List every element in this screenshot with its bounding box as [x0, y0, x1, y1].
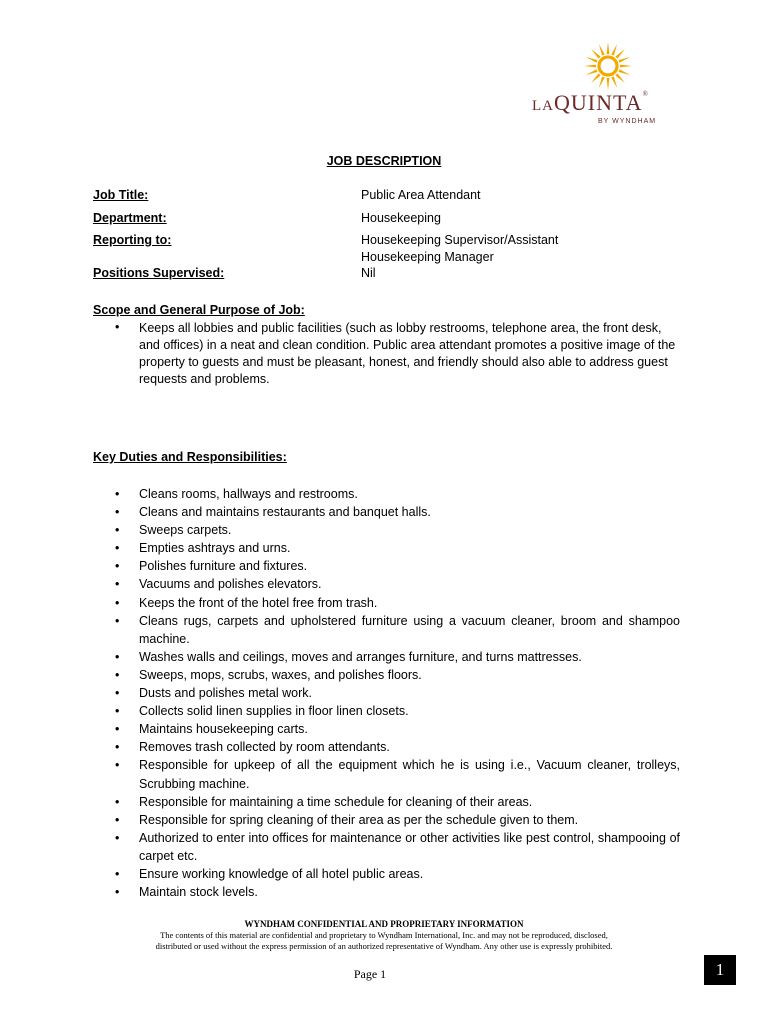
duty-text: Removes trash collected by room attendants. — [139, 740, 390, 755]
duties-list — [115, 485, 680, 901]
bullet-icon: • — [115, 487, 120, 501]
duty-list-item — [115, 539, 680, 557]
duty-list-item — [115, 666, 680, 684]
duty-text: Cleans rugs, carpets and upholstered furniture using a vacuum cleaner, broom and shampoo machine. — [139, 613, 680, 646]
bullet-icon: • — [115, 830, 120, 845]
bullet-icon: • — [115, 649, 120, 664]
duty-text: Collects solid linen supplies in floor linen closets. — [139, 704, 409, 719]
department-label: Department: — [93, 211, 167, 225]
logo-wordmark: LAQUINTA® — [532, 90, 649, 115]
duty-list-item — [115, 702, 680, 720]
bullet-icon: • — [115, 667, 120, 682]
duty-text: Responsible for upkeep of all the equipment which he is using i.e., Vacuum cleaner, trolleys, Scrubbing machine. — [139, 758, 680, 791]
bullet-icon: • — [115, 704, 120, 719]
duty-text: Responsible for maintaining a time schedule for cleaning of their areas. — [139, 794, 533, 809]
scope-bullet: • — [115, 320, 120, 334]
duty-text: Maintain stock levels. — [139, 885, 258, 900]
department-value: Housekeeping — [361, 211, 441, 225]
duties-section-title: Key Duties and Responsibilities: — [93, 450, 287, 464]
duty-text: Empties ashtrays and urns. — [139, 541, 291, 556]
bullet-icon: • — [115, 740, 120, 755]
duty-list-item — [115, 738, 680, 756]
bullet-icon: • — [115, 577, 120, 592]
duty-list-item — [115, 811, 680, 829]
logo-tagline: BY WYNDHAM — [598, 118, 657, 125]
reporting-to-value: Housekeeping Supervisor/Assistant — [361, 233, 559, 247]
page-number-badge: 1 — [704, 955, 736, 985]
duty-text: Cleans and maintains restaurants and banquet halls. — [139, 505, 431, 520]
bullet-icon: • — [115, 794, 120, 809]
duty-text: Sweeps carpets. — [139, 523, 232, 538]
bullet-icon: • — [115, 686, 120, 701]
duty-list-item — [115, 594, 680, 612]
reporting-to-value-line2: Housekeeping Manager — [361, 250, 494, 264]
duty-list-item — [115, 503, 680, 521]
duty-text: Washes walls and ceilings, moves and arranges furniture, and turns mattresses. — [139, 649, 582, 664]
duty-text: Polishes furniture and fixtures. — [139, 559, 308, 574]
duty-list-item — [115, 521, 680, 539]
duty-text: Responsible for spring cleaning of their area as per the schedule given to them. — [139, 812, 579, 827]
job-title-value: Public Area Attendant — [361, 188, 481, 202]
bullet-icon: • — [115, 595, 120, 610]
positions-supervised-label: Positions Supervised: — [93, 266, 225, 280]
duty-list-item — [115, 575, 680, 593]
duty-list-item — [115, 557, 680, 575]
duty-text: Authorized to enter into offices for maintenance or other activities like pest control, shampooing of carpet etc. — [139, 830, 680, 863]
footer-disclaimer — [84, 930, 684, 952]
scope-paragraph: Keeps all lobbies and public facilities (such as lobby restrooms, telephone area, the front desk, and offices) in a neat and clean condition. Public area attendant promotes a positive image of the property to guests and must be pleasant, honest, and friendly should also able to address guest requests and problems. — [139, 321, 676, 386]
bullet-icon: • — [115, 613, 120, 628]
duty-text: Ensure working knowledge of all hotel public areas. — [139, 866, 424, 881]
bullet-icon: • — [115, 541, 120, 556]
bullet-icon: • — [115, 505, 120, 520]
document-title: JOB DESCRIPTION — [326, 154, 442, 168]
duty-text: Vacuums and polishes elevators. — [139, 577, 322, 592]
duty-list-item — [115, 883, 680, 901]
duty-list-item — [115, 648, 680, 666]
positions-supervised-value: Nil — [361, 266, 376, 280]
bullet-icon: • — [115, 722, 120, 737]
duty-list-item — [115, 865, 680, 883]
duty-text: Cleans rooms, hallways and restrooms. — [139, 487, 358, 501]
duty-list-item — [115, 829, 680, 865]
bullet-icon: • — [115, 758, 120, 773]
footer-title: WYNDHAM CONFIDENTIAL AND PROPRIETARY INFORMATION — [244, 919, 524, 929]
bullet-icon: • — [115, 866, 120, 881]
reporting-to-label: Reporting to: — [93, 233, 172, 247]
duty-text: Dusts and polishes metal work. — [139, 686, 312, 701]
bullet-icon: • — [115, 523, 120, 538]
duty-list-item — [115, 485, 680, 503]
duty-text: Maintains housekeeping carts. — [139, 722, 308, 737]
scope-section-title: Scope and General Purpose of Job: — [93, 303, 305, 317]
bullet-icon: • — [115, 885, 120, 900]
duty-list-item — [115, 756, 680, 792]
la-quinta-logo — [530, 40, 680, 130]
duty-list-item — [115, 793, 680, 811]
job-title-label: Job Title: — [93, 188, 149, 202]
duty-list-item — [115, 720, 680, 738]
duty-list-item — [115, 684, 680, 702]
footer-line-1: The contents of this material are confidential and proprietary to Wyndham International, Inc. and may not be reproduced, disclosed, — [160, 930, 608, 940]
page-label: Page 1 — [353, 967, 387, 981]
footer-line-2: distributed or used without the express permission of an authorized representative of Wyndham. Any other use is expressly prohibited. — [155, 941, 613, 951]
duty-text: Sweeps, mops, scrubs, waxes, and polishes floors. — [139, 667, 422, 682]
bullet-icon: • — [115, 812, 120, 827]
duty-list-item — [115, 612, 680, 648]
bullet-icon: • — [115, 559, 120, 574]
duty-text: Keeps the front of the hotel free from trash. — [139, 595, 378, 610]
